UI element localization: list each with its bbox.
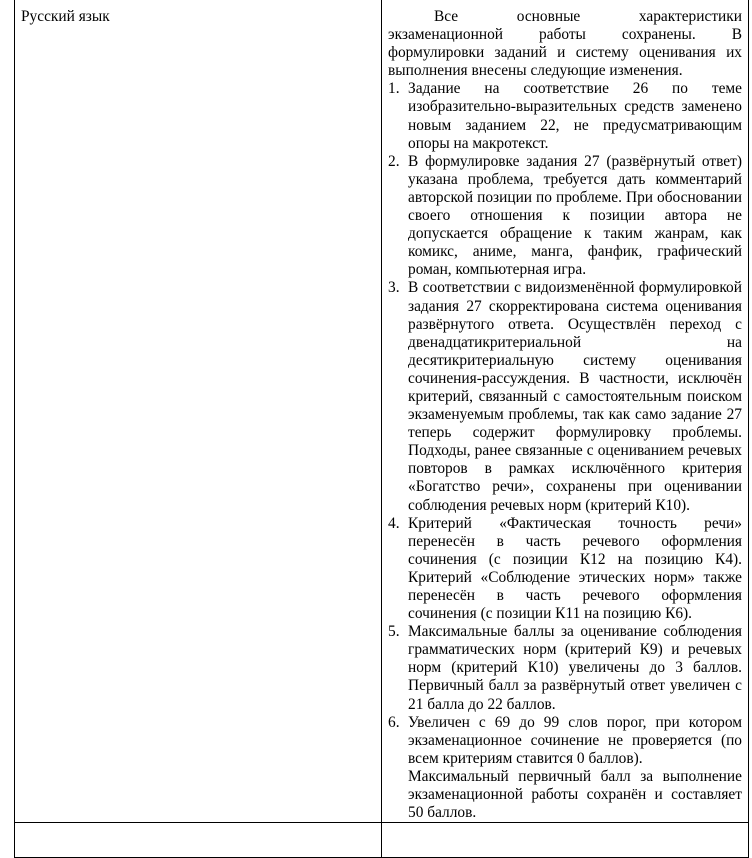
list-item-number: 2. bbox=[388, 152, 400, 170]
list-item-text: В формулировке задания 27 (развёрнутый ответ) указана проблема, требуется дать комментарий авторской позиции по проблеме. При обосновании своего отношения к позиции автора не допускается обращение к таким жанрам, как комикс, аниме, манга, фанфик, графический роман, компьютерная игра. bbox=[408, 152, 742, 279]
subject-name: Русский язык bbox=[21, 8, 110, 25]
changes-cell bbox=[382, 0, 749, 823]
list-item-number: 3. bbox=[388, 279, 400, 297]
changes-list bbox=[388, 80, 742, 768]
list-item-number: 4. bbox=[388, 514, 400, 532]
list-item bbox=[388, 279, 742, 514]
list-item bbox=[388, 153, 742, 280]
list-item bbox=[388, 623, 742, 713]
intro-paragraph: Все основные характеристики экзаменационной работы сохранены. В формулировки заданий и систему оценивания их выполнения внесены следующие изменения. bbox=[388, 8, 742, 80]
list-item-text: Максимальные баллы за оценивание соблюдения грамматических норм (критерий К9) и речевых норм (критерий К10) увеличены до 3 баллов. Первичный балл за развёрнутый ответ увеличен с 21 балла до 22 баллов. bbox=[408, 623, 742, 713]
next-changes-cell bbox=[382, 823, 749, 858]
list-item-text: Задание на соответствие 26 по теме изобразительно-выразительных средств заменено новым заданием 22, не предусматривающим опоры на макротекст. bbox=[408, 80, 742, 152]
list-item-number: 5. bbox=[388, 623, 400, 641]
list-item bbox=[388, 714, 742, 768]
list-item-number: 1. bbox=[388, 80, 400, 98]
subject-row bbox=[15, 0, 749, 823]
next-row bbox=[15, 823, 749, 858]
list-item bbox=[388, 515, 742, 624]
changes-table bbox=[14, 0, 749, 858]
list-item-text: В соответствии с видоизменённой формулировкой задания 27 скорректирована система оценивания развёрнутого ответа. Осуществлён переход с двенадцатикритериальной на десятикритериальную систему оценивания сочинения-рассуждения. В частности, исключён критерий, связанный с самостоятельным поиском экзаменуемым проблемы, так как само задание 27 теперь содержит формулировку проблемы. Подходы, ранее связанные с оцениванием речевых повторов в рамках исключённого критерия «Богатство речи», сохранены при оценивании соблюдения речевых норм (критерий К10). bbox=[408, 279, 742, 514]
list-item-text: Увеличен с 69 до 99 слов порог, при котором экзаменационное сочинение не проверяется (по всем критериям ставится 0 баллов). bbox=[408, 713, 742, 767]
list-item-text: Критерий «Фактическая точность речи» перенесён в часть речевого оформления сочинения (с позиции К12 на позицию К4). Критерий «Соблюдение этических норм» также перенесён в часть речевого оформления сочинения (с позиции К11 на позицию К6). bbox=[408, 514, 742, 623]
subject-cell bbox=[15, 0, 382, 823]
list-item-number: 6. bbox=[388, 713, 400, 731]
next-subject-cell bbox=[15, 823, 382, 858]
conclusion-paragraph: Максимальный первичный балл за выполнение экзаменационной работы сохранён и составляет 50 баллов. bbox=[408, 767, 742, 822]
list-item bbox=[388, 80, 742, 152]
